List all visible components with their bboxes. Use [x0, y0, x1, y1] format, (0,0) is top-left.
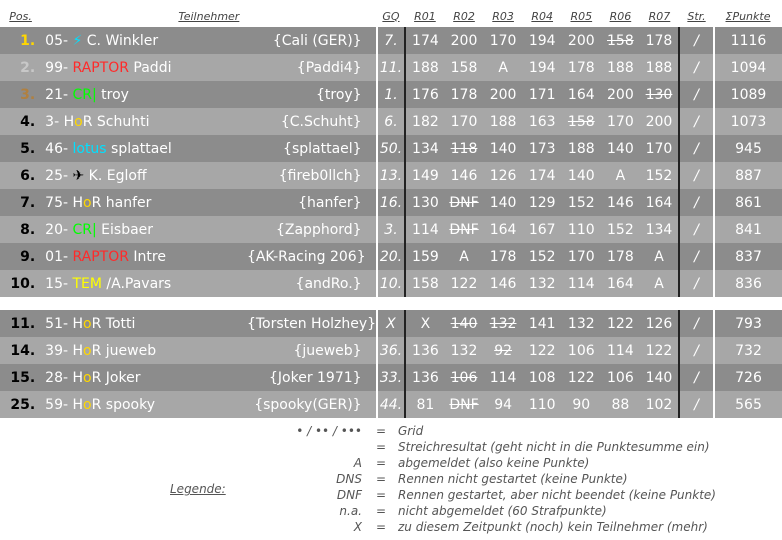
race-result: 132	[562, 310, 601, 337]
col-r04: R04	[523, 5, 562, 27]
race-result: DNF	[444, 189, 483, 216]
team-logo: HoR	[72, 194, 102, 211]
race-result: 140	[444, 310, 483, 337]
team-logo: HoR	[72, 342, 102, 359]
race-result: 170	[562, 243, 601, 270]
race-result: 141	[523, 310, 562, 337]
car-number: 01-	[45, 248, 73, 265]
race-result: 134	[640, 216, 679, 243]
race-result: 174	[405, 27, 444, 54]
race-result: 194	[523, 54, 562, 81]
driver-label: Schuhti	[92, 113, 150, 130]
results-table-2	[0, 310, 782, 418]
position: 11.	[0, 310, 41, 337]
grid-qualifying: X	[377, 310, 406, 337]
race-result: 152	[640, 162, 679, 189]
race-result: 130	[640, 81, 679, 108]
driver-label: spooky	[101, 396, 155, 413]
total-points: 841	[714, 216, 782, 243]
race-result: 110	[523, 391, 562, 418]
col-r06: R06	[601, 5, 640, 27]
race-result: 140	[601, 135, 640, 162]
grid-qualifying: 44.	[377, 391, 406, 418]
team-logo: RAPTOR	[72, 59, 129, 76]
legend-key: • / •• / •••	[296, 424, 362, 438]
race-result: 164	[640, 189, 679, 216]
race-result: 174	[523, 162, 562, 189]
car-number: 25-	[45, 167, 73, 184]
grid-qualifying: 6.	[377, 108, 406, 135]
legend-item	[0, 424, 782, 440]
car-number: 59-	[45, 396, 73, 413]
race-result: 171	[523, 81, 562, 108]
legend-eq: =	[376, 440, 387, 454]
position: 1.	[0, 27, 41, 54]
results-table	[0, 5, 782, 297]
driver-name	[41, 81, 247, 108]
col-pos: Pos.	[0, 5, 41, 27]
race-result: 146	[484, 270, 523, 297]
nickname: {Cali (GER)}	[247, 27, 377, 54]
legend-value: abgemeldet (also keine Punkte)	[398, 456, 590, 470]
race-result: 152	[562, 189, 601, 216]
total-points: 732	[714, 337, 782, 364]
position: 7.	[0, 189, 41, 216]
position: 6.	[0, 162, 41, 189]
total-points: 836	[714, 270, 782, 297]
race-result: 178	[562, 54, 601, 81]
legend-title: Legende:	[170, 482, 226, 496]
legend-eq: =	[376, 504, 387, 518]
col-r07: R07	[640, 5, 679, 27]
total-points: 837	[714, 243, 782, 270]
race-result: 182	[405, 108, 444, 135]
penalty: /	[679, 270, 714, 297]
driver-name	[41, 337, 247, 364]
total-points: 1094	[714, 54, 782, 81]
nickname: {Paddi4}	[247, 54, 377, 81]
race-result: 126	[640, 310, 679, 337]
col-punkte: ΣPunkte	[714, 5, 782, 27]
driver-label: troy	[96, 86, 129, 103]
race-result: 106	[601, 364, 640, 391]
race-result: 149	[405, 162, 444, 189]
race-result: 178	[640, 27, 679, 54]
car-number: 21-	[45, 86, 73, 103]
team-logo: lotus	[72, 140, 107, 157]
race-result: 188	[601, 54, 640, 81]
race-result: 140	[640, 364, 679, 391]
driver-name	[41, 243, 247, 270]
position: 14.	[0, 337, 41, 364]
race-result: 129	[523, 189, 562, 216]
legend-item	[0, 504, 782, 520]
legend-key: DNS	[336, 472, 362, 486]
race-result: 188	[484, 108, 523, 135]
penalty: /	[679, 243, 714, 270]
table-row	[0, 81, 782, 108]
race-result: A	[444, 243, 483, 270]
penalty: /	[679, 391, 714, 418]
race-result: A	[484, 54, 523, 81]
grid-qualifying: 1.	[377, 81, 406, 108]
grid-qualifying: 13.	[377, 162, 406, 189]
race-result: A	[640, 270, 679, 297]
position: 5.	[0, 135, 41, 162]
race-result: 106	[444, 364, 483, 391]
race-result: 200	[640, 108, 679, 135]
penalty: /	[679, 216, 714, 243]
driver-name	[41, 216, 247, 243]
grid-qualifying: 10.	[377, 270, 406, 297]
legend-value: Streichresultat (geht nicht in die Punktesumme ein)	[398, 440, 710, 454]
race-result: 188	[562, 135, 601, 162]
driver-name	[41, 54, 247, 81]
driver-name	[41, 108, 247, 135]
race-result: 122	[562, 364, 601, 391]
nickname: {Torsten Holzhey}	[247, 310, 377, 337]
race-result: 194	[523, 27, 562, 54]
legend-value: zu diesem Zeitpunkt (noch) kein Teilnehmer (mehr)	[398, 520, 708, 534]
total-points: 887	[714, 162, 782, 189]
team-logo: TEM	[72, 275, 102, 292]
position: 3.	[0, 81, 41, 108]
race-result: 132	[484, 310, 523, 337]
penalty: /	[679, 54, 714, 81]
nickname: {hanfer}	[247, 189, 377, 216]
race-result: 81	[405, 391, 444, 418]
total-points: 861	[714, 189, 782, 216]
grid-qualifying: 36.	[377, 337, 406, 364]
penalty: /	[679, 189, 714, 216]
driver-name	[41, 364, 247, 391]
driver-label: Totti	[101, 315, 136, 332]
nickname: {andRo.}	[247, 270, 377, 297]
team-logo: ✈	[72, 167, 85, 184]
position: 4.	[0, 108, 41, 135]
race-result: 140	[562, 162, 601, 189]
race-result: 178	[444, 81, 483, 108]
race-result: 152	[601, 216, 640, 243]
race-result: 132	[523, 270, 562, 297]
race-result: 200	[484, 81, 523, 108]
driver-label: Intre	[128, 248, 166, 265]
race-result: 132	[444, 337, 483, 364]
race-result: 159	[405, 243, 444, 270]
position: 10.	[0, 270, 41, 297]
race-result: 122	[523, 337, 562, 364]
race-result: 164	[601, 270, 640, 297]
race-result: 108	[523, 364, 562, 391]
race-result: 136	[405, 337, 444, 364]
car-number: 20-	[45, 221, 73, 238]
position: 15.	[0, 364, 41, 391]
col-r05: R05	[562, 5, 601, 27]
race-result: 158	[444, 54, 483, 81]
grid-qualifying: 11.	[377, 54, 406, 81]
race-result: 158	[405, 270, 444, 297]
table-row	[0, 216, 782, 243]
car-number: 75-	[45, 194, 73, 211]
race-result: 92	[484, 337, 523, 364]
team-logo: HoR	[72, 369, 102, 386]
penalty: /	[679, 108, 714, 135]
total-points: 565	[714, 391, 782, 418]
position: 2.	[0, 54, 41, 81]
nickname: {fireb0llch}	[247, 162, 377, 189]
race-result: 118	[444, 135, 483, 162]
table-row	[0, 310, 782, 337]
legend-item	[0, 472, 782, 488]
legend-eq: =	[376, 472, 387, 486]
legend-value: Rennen gestartet, aber nicht beendet (keine Punkte)	[398, 488, 716, 502]
race-result: 146	[444, 162, 483, 189]
col-r01: R01	[405, 5, 444, 27]
race-result: 167	[523, 216, 562, 243]
team-logo: HoR	[63, 113, 93, 130]
nickname: {Zapphord}	[247, 216, 377, 243]
grid-qualifying: 3.	[377, 216, 406, 243]
col-gq: GQ	[377, 5, 406, 27]
driver-name	[41, 135, 247, 162]
grid-qualifying: 20.	[377, 243, 406, 270]
table-row	[0, 54, 782, 81]
nickname: {troy}	[247, 81, 377, 108]
legend-item	[0, 456, 782, 472]
nickname: {C.Schuht}	[247, 108, 377, 135]
grid-qualifying: 7.	[377, 27, 406, 54]
legend-item	[0, 520, 782, 536]
nickname: {splattael}	[247, 135, 377, 162]
team-logo: ⚡	[72, 32, 83, 49]
legend-value: nicht abgemeldet (60 Strafpunkte)	[398, 504, 607, 518]
driver-name	[41, 162, 247, 189]
race-result: A	[601, 162, 640, 189]
total-points: 726	[714, 364, 782, 391]
race-result: 94	[484, 391, 523, 418]
grid-qualifying: 50.	[377, 135, 406, 162]
race-result: 200	[562, 27, 601, 54]
team-logo: RAPTOR	[72, 248, 129, 265]
penalty: /	[679, 81, 714, 108]
race-result: 178	[484, 243, 523, 270]
legend-eq: =	[376, 488, 387, 502]
header-row	[0, 5, 782, 27]
legend-value: Rennen nicht gestartet (keine Punkte)	[398, 472, 628, 486]
col-r02: R02	[444, 5, 483, 27]
driver-name	[41, 310, 247, 337]
driver-label: splattael	[106, 140, 172, 157]
race-result: 158	[562, 108, 601, 135]
race-result: 114	[601, 337, 640, 364]
race-result: 140	[484, 189, 523, 216]
race-result: 88	[601, 391, 640, 418]
position: 9.	[0, 243, 41, 270]
car-number: 46-	[45, 140, 73, 157]
legend-eq: =	[376, 520, 387, 534]
total-points: 1116	[714, 27, 782, 54]
race-result: 176	[405, 81, 444, 108]
total-points: 945	[714, 135, 782, 162]
col-str: Str.	[679, 5, 714, 27]
table-row	[0, 189, 782, 216]
race-result: 122	[601, 310, 640, 337]
driver-label: C. Winkler	[82, 32, 159, 49]
position: 8.	[0, 216, 41, 243]
race-result: DNF	[444, 391, 483, 418]
race-result: A	[640, 243, 679, 270]
race-result: 106	[562, 337, 601, 364]
race-result: 200	[444, 27, 483, 54]
legend-key: X	[353, 520, 362, 534]
legend-item	[0, 488, 782, 504]
car-number: 28-	[45, 369, 73, 386]
driver-name	[41, 189, 247, 216]
race-result: 152	[523, 243, 562, 270]
total-points: 1089	[714, 81, 782, 108]
race-result: 170	[601, 108, 640, 135]
nickname: {spooky(GER)}	[247, 391, 377, 418]
table-row	[0, 337, 782, 364]
nickname: {AK-Racing 206}	[247, 243, 377, 270]
driver-label: hanfer	[101, 194, 152, 211]
table-row	[0, 162, 782, 189]
legend-key: DNF	[336, 488, 362, 502]
race-result: 90	[562, 391, 601, 418]
driver-label: /A.Pavars	[101, 275, 172, 292]
team-logo: CR|	[72, 221, 97, 238]
race-result: 173	[523, 135, 562, 162]
grid-qualifying: 16.	[377, 189, 406, 216]
race-result: 188	[640, 54, 679, 81]
legend-eq: =	[376, 424, 387, 438]
race-result: 114	[405, 216, 444, 243]
driver-label: Paddi	[128, 59, 172, 76]
total-points: 1073	[714, 108, 782, 135]
legend-key: A	[353, 456, 362, 470]
table-row	[0, 391, 782, 418]
race-result: 158	[601, 27, 640, 54]
car-number: 39-	[45, 342, 73, 359]
race-result: X	[405, 310, 444, 337]
race-result: 164	[562, 81, 601, 108]
penalty: /	[679, 310, 714, 337]
race-result: 114	[562, 270, 601, 297]
legend-key: n.a.	[339, 504, 362, 518]
table-row	[0, 364, 782, 391]
driver-label: K. Egloff	[84, 167, 147, 184]
legend	[0, 420, 782, 538]
race-result: DNF	[444, 216, 483, 243]
race-result: 170	[640, 135, 679, 162]
penalty: /	[679, 337, 714, 364]
race-result: 170	[444, 108, 483, 135]
driver-label: jueweb	[101, 342, 157, 359]
race-result: 164	[484, 216, 523, 243]
col-teilnehmer: Teilnehmer	[41, 5, 376, 27]
penalty: /	[679, 135, 714, 162]
race-result: 114	[484, 364, 523, 391]
nickname: {jueweb}	[247, 337, 377, 364]
position: 25.	[0, 391, 41, 418]
driver-name	[41, 27, 247, 54]
car-number: 15-	[45, 275, 73, 292]
race-result: 134	[405, 135, 444, 162]
penalty: /	[679, 27, 714, 54]
race-result: 122	[640, 337, 679, 364]
race-result: 136	[405, 364, 444, 391]
car-number: 51-	[45, 315, 73, 332]
car-number: 3-	[45, 113, 64, 130]
race-result: 130	[405, 189, 444, 216]
penalty: /	[679, 162, 714, 189]
car-number: 99-	[45, 59, 73, 76]
race-result: 140	[484, 135, 523, 162]
race-result: 146	[601, 189, 640, 216]
driver-name	[41, 391, 247, 418]
col-r03: R03	[484, 5, 523, 27]
race-result: 126	[484, 162, 523, 189]
legend-eq: =	[376, 456, 387, 470]
race-result: 122	[444, 270, 483, 297]
race-result: 170	[484, 27, 523, 54]
car-number: 05-	[45, 32, 73, 49]
race-result: 110	[562, 216, 601, 243]
penalty: /	[679, 364, 714, 391]
race-result: 200	[601, 81, 640, 108]
team-logo: CR|	[72, 86, 97, 103]
race-result: 188	[405, 54, 444, 81]
table-row	[0, 135, 782, 162]
legend-item	[0, 440, 782, 456]
table-row	[0, 270, 782, 297]
table-row	[0, 243, 782, 270]
driver-name	[41, 270, 247, 297]
grid-qualifying: 33.	[377, 364, 406, 391]
nickname: {Joker 1971}	[247, 364, 377, 391]
race-result: 102	[640, 391, 679, 418]
team-logo: HoR	[72, 396, 102, 413]
race-result: 163	[523, 108, 562, 135]
race-result: 178	[601, 243, 640, 270]
table-row	[0, 108, 782, 135]
table-row	[0, 27, 782, 54]
team-logo: HoR	[72, 315, 102, 332]
driver-label: Joker	[101, 369, 141, 386]
legend-value: Grid	[398, 424, 424, 438]
driver-label: Eisbaer	[96, 221, 154, 238]
total-points: 793	[714, 310, 782, 337]
